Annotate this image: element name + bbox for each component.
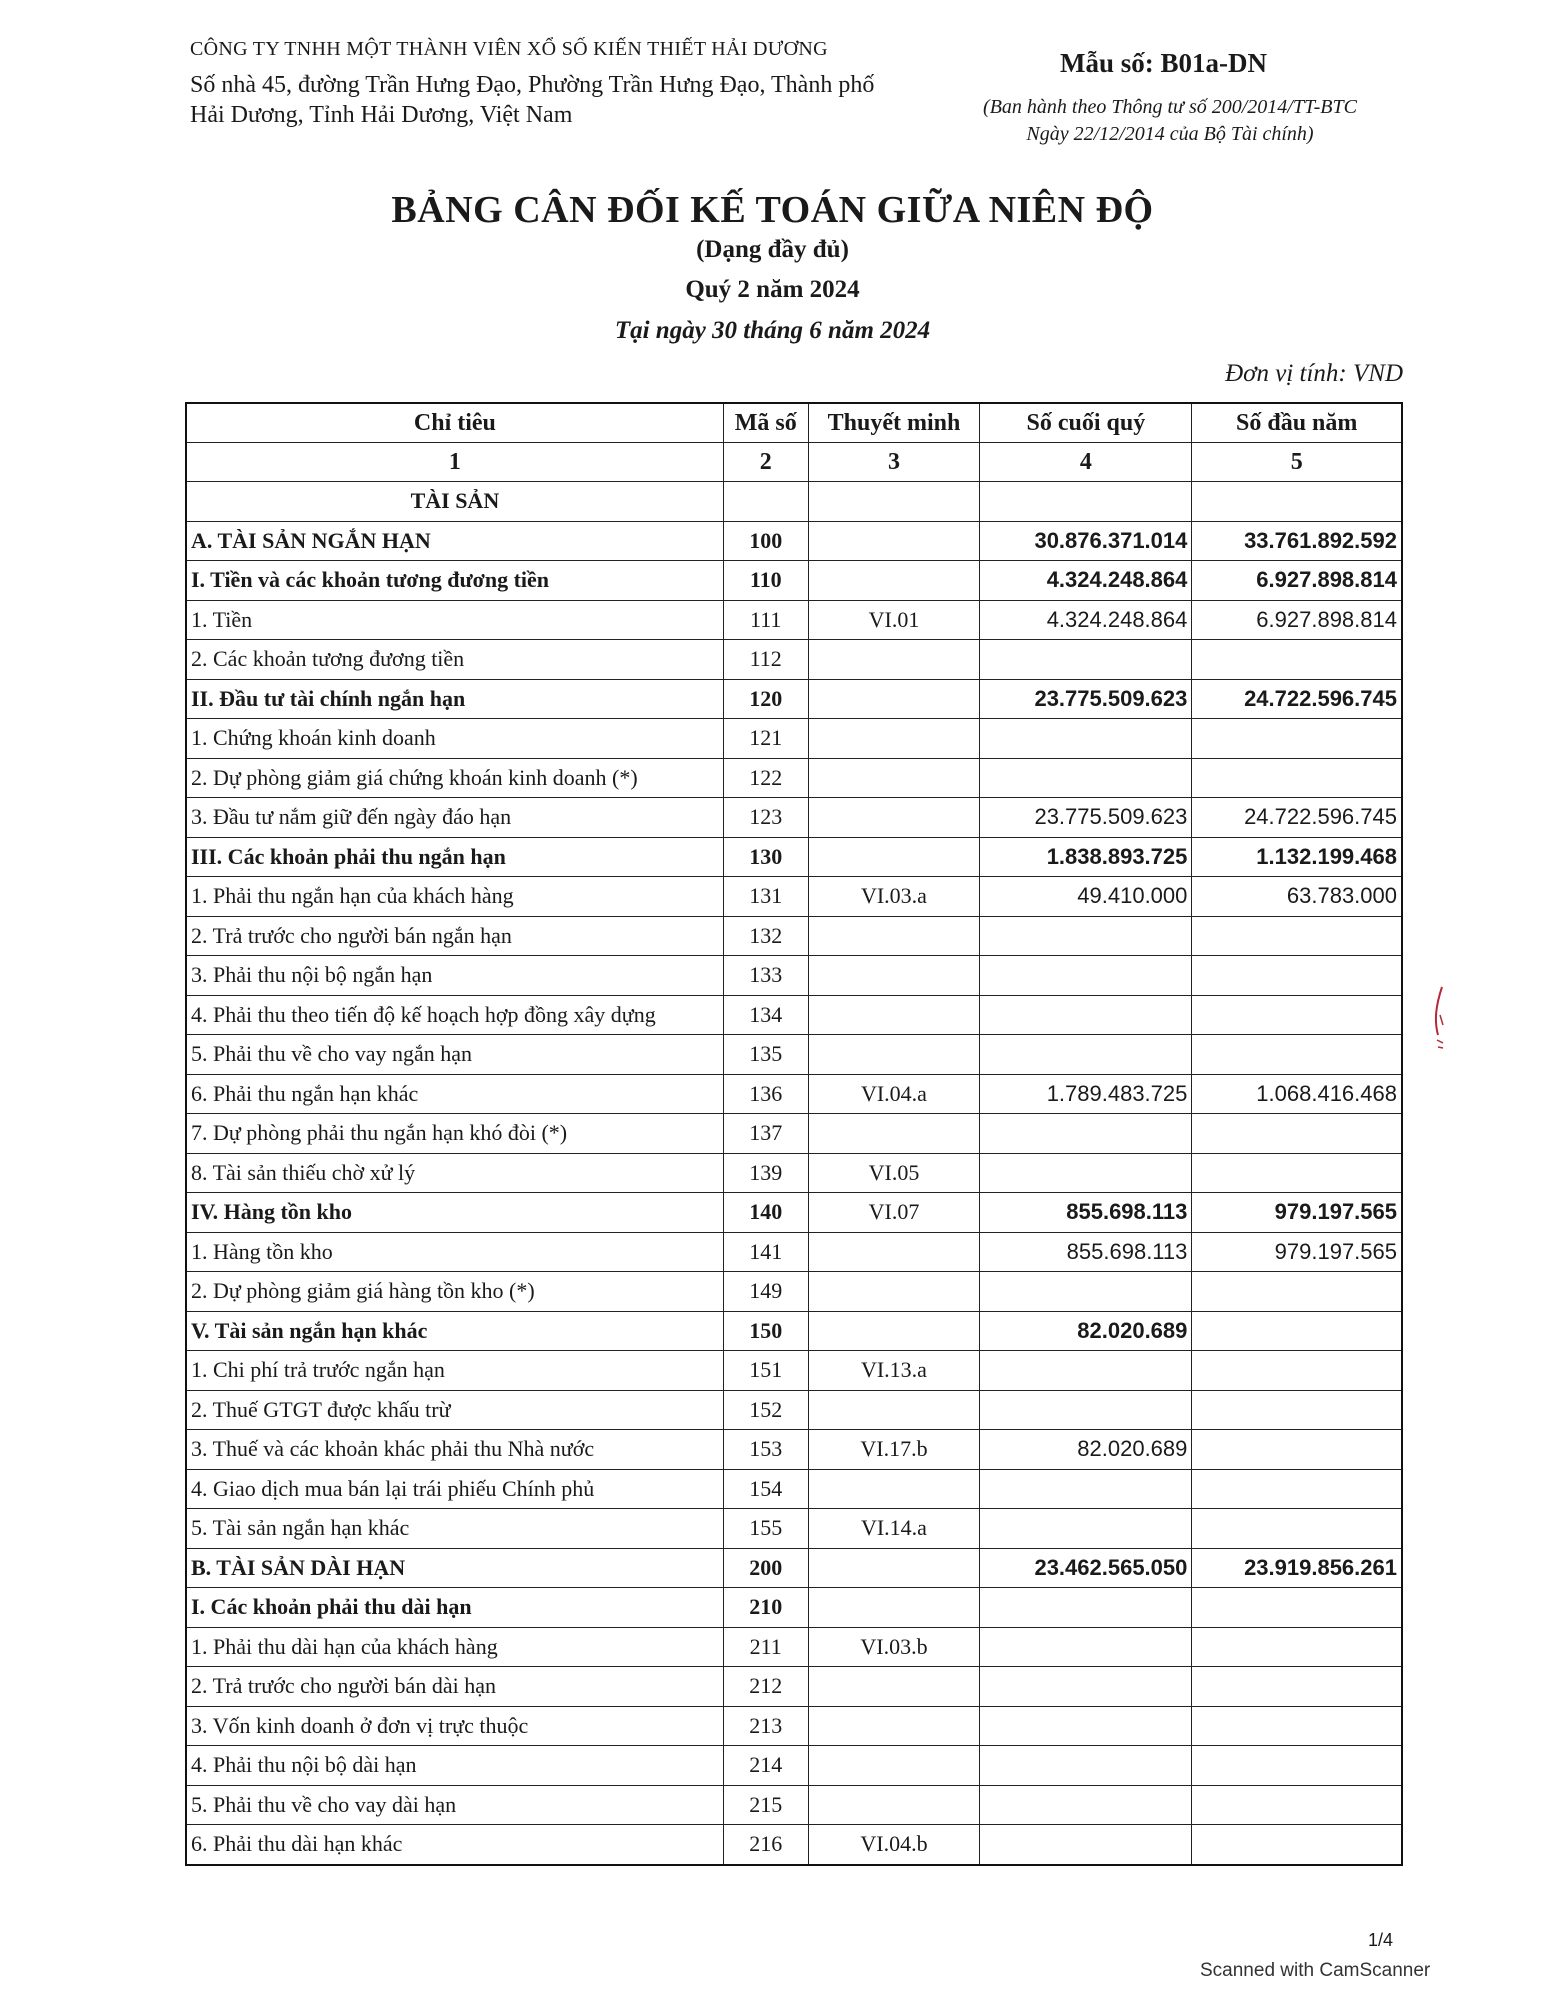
row-code: 155 [723, 1509, 808, 1549]
row-note [808, 1272, 980, 1312]
row-indicator: 6. Phải thu dài hạn khác [186, 1825, 723, 1865]
row-note: VI.03.a [808, 877, 980, 917]
row-start-of-year: 24.722.596.745 [1192, 798, 1402, 838]
row-end-of-quarter [980, 956, 1192, 996]
table-row [186, 1588, 1402, 1628]
table-row [186, 1351, 1402, 1391]
row-indicator: 1. Chi phí trả trước ngắn hạn [186, 1351, 723, 1391]
row-indicator: 2. Các khoản tương đương tiền [186, 640, 723, 680]
table-row [186, 1706, 1402, 1746]
row-note [808, 640, 980, 680]
table-row [186, 995, 1402, 1035]
row-end-of-quarter [980, 640, 1192, 680]
row-code: 152 [723, 1390, 808, 1430]
row-note [808, 1667, 980, 1707]
row-indicator: 5. Phải thu về cho vay ngắn hạn [186, 1035, 723, 1075]
row-indicator: 1. Phải thu dài hạn của khách hàng [186, 1627, 723, 1667]
row-end-of-quarter [980, 995, 1192, 1035]
row-end-of-quarter: 4.324.248.864 [980, 561, 1192, 601]
row-indicator: TÀI SẢN [186, 482, 723, 522]
row-indicator: 5. Phải thu về cho vay dài hạn [186, 1785, 723, 1825]
row-note: VI.04.b [808, 1825, 980, 1865]
row-note: VI.03.b [808, 1627, 980, 1667]
row-indicator: 2. Thuế GTGT được khấu trừ [186, 1390, 723, 1430]
table-row [186, 1509, 1402, 1549]
row-code: 137 [723, 1114, 808, 1154]
row-end-of-quarter [980, 1588, 1192, 1628]
row-end-of-quarter [980, 1706, 1192, 1746]
row-code: 150 [723, 1311, 808, 1351]
row-indicator: 6. Phải thu ngắn hạn khác [186, 1074, 723, 1114]
row-start-of-year [1192, 1706, 1402, 1746]
row-indicator: 2. Dự phòng giảm giá chứng khoán kinh doanh (*) [186, 758, 723, 798]
row-note: VI.07 [808, 1193, 980, 1233]
row-indicator: 1. Hàng tồn kho [186, 1232, 723, 1272]
table-row [186, 482, 1402, 522]
row-code: 151 [723, 1351, 808, 1391]
row-start-of-year: 979.197.565 [1192, 1232, 1402, 1272]
row-code: 140 [723, 1193, 808, 1233]
table-row [186, 1825, 1402, 1865]
row-note [808, 798, 980, 838]
row-start-of-year [1192, 1746, 1402, 1786]
row-note [808, 719, 980, 759]
row-indicator: 3. Đầu tư nắm giữ đến ngày đáo hạn [186, 798, 723, 838]
row-note [808, 1548, 980, 1588]
row-end-of-quarter [980, 758, 1192, 798]
row-indicator: 2. Trả trước cho người bán ngắn hạn [186, 916, 723, 956]
row-start-of-year [1192, 719, 1402, 759]
row-start-of-year: 1.068.416.468 [1192, 1074, 1402, 1114]
row-start-of-year [1192, 1588, 1402, 1628]
currency-unit: Đơn vị tính: VND [1225, 360, 1403, 387]
row-code: 132 [723, 916, 808, 956]
row-end-of-quarter [980, 1153, 1192, 1193]
row-end-of-quarter [980, 1272, 1192, 1312]
row-note [808, 916, 980, 956]
row-code: 211 [723, 1627, 808, 1667]
row-indicator: 1. Phải thu ngắn hạn của khách hàng [186, 877, 723, 917]
form-note [930, 94, 1410, 148]
row-indicator: 1. Tiền [186, 600, 723, 640]
table-row [186, 1232, 1402, 1272]
row-note [808, 1232, 980, 1272]
row-indicator: 7. Dự phòng phải thu ngắn hạn khó đòi (*) [186, 1114, 723, 1154]
row-indicator: V. Tài sản ngắn hạn khác [186, 1311, 723, 1351]
row-code: 215 [723, 1785, 808, 1825]
row-note [808, 837, 980, 877]
row-end-of-quarter: 23.462.565.050 [980, 1548, 1192, 1588]
row-start-of-year [1192, 1469, 1402, 1509]
row-indicator: 3. Thuế và các khoản khác phải thu Nhà nước [186, 1430, 723, 1470]
row-end-of-quarter: 855.698.113 [980, 1193, 1192, 1233]
row-code: 112 [723, 640, 808, 680]
row-end-of-quarter [980, 1114, 1192, 1154]
row-note [808, 1746, 980, 1786]
row-start-of-year [1192, 1035, 1402, 1075]
row-end-of-quarter: 23.775.509.623 [980, 798, 1192, 838]
table-row [186, 1035, 1402, 1075]
table-row [186, 1627, 1402, 1667]
row-end-of-quarter: 4.324.248.864 [980, 600, 1192, 640]
row-end-of-quarter: 82.020.689 [980, 1430, 1192, 1470]
company-address [190, 70, 950, 130]
row-start-of-year [1192, 1311, 1402, 1351]
row-end-of-quarter: 855.698.113 [980, 1232, 1192, 1272]
table-row [186, 1746, 1402, 1786]
row-code: 121 [723, 719, 808, 759]
table-row [186, 561, 1402, 601]
table-row [186, 1548, 1402, 1588]
row-note [808, 1469, 980, 1509]
address-line-1: Số nhà 45, đường Trần Hưng Đạo, Phường Trần Hưng Đạo, Thành phố [190, 72, 875, 98]
row-indicator: II. Đầu tư tài chính ngắn hạn [186, 679, 723, 719]
header-row [186, 403, 1402, 443]
row-note [808, 482, 980, 522]
row-indicator: 3. Phải thu nội bộ ngắn hạn [186, 956, 723, 996]
table-row [186, 521, 1402, 561]
company-name: CÔNG TY TNHH MỘT THÀNH VIÊN XỔ SỐ KIẾN THIẾT HẢI DƯƠNG [190, 38, 828, 60]
row-end-of-quarter: 30.876.371.014 [980, 521, 1192, 561]
row-end-of-quarter [980, 1746, 1192, 1786]
row-start-of-year [1192, 916, 1402, 956]
row-note [808, 1390, 980, 1430]
row-note: VI.01 [808, 600, 980, 640]
header-end-of-quarter: Số cuối quý [980, 403, 1192, 443]
table-row [186, 1193, 1402, 1233]
stamp-mark [1432, 985, 1444, 1051]
row-code: 111 [723, 600, 808, 640]
row-note: VI.04.a [808, 1074, 980, 1114]
row-code: 200 [723, 1548, 808, 1588]
row-start-of-year [1192, 956, 1402, 996]
row-note: VI.17.b [808, 1430, 980, 1470]
row-code: 213 [723, 1706, 808, 1746]
row-indicator: A. TÀI SẢN NGẮN HẠN [186, 521, 723, 561]
row-code: 136 [723, 1074, 808, 1114]
form-note-line-2: Ngày 22/12/2014 của Bộ Tài chính) [1026, 123, 1314, 145]
row-indicator: 5. Tài sản ngắn hạn khác [186, 1509, 723, 1549]
row-start-of-year [1192, 1785, 1402, 1825]
row-end-of-quarter [980, 1825, 1192, 1865]
document-title: BẢNG CÂN ĐỐI KẾ TOÁN GIỮA NIÊN ĐỘ [391, 189, 1154, 231]
row-code: 134 [723, 995, 808, 1035]
row-code: 149 [723, 1272, 808, 1312]
row-code: 122 [723, 758, 808, 798]
row-end-of-quarter [980, 1627, 1192, 1667]
row-note: VI.05 [808, 1153, 980, 1193]
row-note [808, 1588, 980, 1628]
row-note [808, 995, 980, 1035]
address-line-2: Hải Dương, Tỉnh Hải Dương, Việt Nam [190, 102, 573, 128]
row-code: 110 [723, 561, 808, 601]
table-row [186, 1469, 1402, 1509]
row-start-of-year [1192, 1272, 1402, 1312]
row-note [808, 679, 980, 719]
column-number: 1 [186, 443, 723, 482]
column-number: 3 [808, 443, 980, 482]
page-number: 1/4 [1368, 1930, 1394, 1950]
column-number-row [186, 443, 1402, 482]
row-end-of-quarter [980, 482, 1192, 522]
row-start-of-year [1192, 1153, 1402, 1193]
row-note: VI.13.a [808, 1351, 980, 1391]
column-number: 4 [980, 443, 1192, 482]
row-end-of-quarter: 23.775.509.623 [980, 679, 1192, 719]
row-start-of-year [1192, 1667, 1402, 1707]
table-row [186, 1153, 1402, 1193]
table-row [186, 877, 1402, 917]
row-note [808, 1035, 980, 1075]
row-start-of-year: 24.722.596.745 [1192, 679, 1402, 719]
row-note [808, 758, 980, 798]
row-indicator: III. Các khoản phải thu ngắn hạn [186, 837, 723, 877]
row-code: 212 [723, 1667, 808, 1707]
table-row [186, 837, 1402, 877]
row-indicator: 8. Tài sản thiếu chờ xử lý [186, 1153, 723, 1193]
table-row [186, 1667, 1402, 1707]
row-note [808, 1706, 980, 1746]
report-period: Quý 2 năm 2024 [685, 276, 860, 303]
report-date: Tại ngày 30 tháng 6 năm 2024 [614, 317, 931, 344]
table-row [186, 1785, 1402, 1825]
row-code: 141 [723, 1232, 808, 1272]
header-indicator: Chỉ tiêu [186, 403, 723, 443]
table-body [186, 482, 1402, 1865]
table-row [186, 1311, 1402, 1351]
table-row [186, 956, 1402, 996]
row-indicator: 2. Dự phòng giảm giá hàng tồn kho (*) [186, 1272, 723, 1312]
row-start-of-year [1192, 482, 1402, 522]
row-indicator: 4. Giao dịch mua bán lại trái phiếu Chính phủ [186, 1469, 723, 1509]
table-row [186, 1074, 1402, 1114]
row-end-of-quarter: 82.020.689 [980, 1311, 1192, 1351]
row-code: 216 [723, 1825, 808, 1865]
scanner-watermark: Scanned with CamScanner [1200, 1960, 1431, 1981]
row-note [808, 1785, 980, 1825]
row-indicator: B. TÀI SẢN DÀI HẠN [186, 1548, 723, 1588]
row-indicator: I. Các khoản phải thu dài hạn [186, 1588, 723, 1628]
column-number: 2 [723, 443, 808, 482]
row-start-of-year [1192, 1430, 1402, 1470]
table-row [186, 640, 1402, 680]
column-number: 5 [1192, 443, 1402, 482]
row-note [808, 561, 980, 601]
row-indicator: 4. Phải thu nội bộ dài hạn [186, 1746, 723, 1786]
row-start-of-year [1192, 1351, 1402, 1391]
row-start-of-year [1192, 1509, 1402, 1549]
row-start-of-year: 6.927.898.814 [1192, 561, 1402, 601]
row-end-of-quarter [980, 1667, 1192, 1707]
row-start-of-year [1192, 758, 1402, 798]
row-start-of-year: 23.919.856.261 [1192, 1548, 1402, 1588]
row-start-of-year [1192, 1114, 1402, 1154]
row-code [723, 482, 808, 522]
row-note [808, 521, 980, 561]
row-end-of-quarter: 49.410.000 [980, 877, 1192, 917]
row-end-of-quarter [980, 1351, 1192, 1391]
header-note: Thuyết minh [808, 403, 980, 443]
table-row [186, 1114, 1402, 1154]
row-end-of-quarter [980, 1390, 1192, 1430]
table-row [186, 916, 1402, 956]
row-indicator: 3. Vốn kinh doanh ở đơn vị trực thuộc [186, 1706, 723, 1746]
row-end-of-quarter [980, 1035, 1192, 1075]
row-end-of-quarter [980, 1469, 1192, 1509]
row-end-of-quarter [980, 1785, 1192, 1825]
table-row [186, 679, 1402, 719]
row-end-of-quarter: 1.789.483.725 [980, 1074, 1192, 1114]
row-code: 120 [723, 679, 808, 719]
table-row [186, 600, 1402, 640]
row-start-of-year: 1.132.199.468 [1192, 837, 1402, 877]
form-number: Mẫu số: B01a-DN [1060, 48, 1267, 78]
row-start-of-year [1192, 1627, 1402, 1667]
row-indicator: 1. Chứng khoán kinh doanh [186, 719, 723, 759]
row-end-of-quarter [980, 719, 1192, 759]
row-start-of-year [1192, 995, 1402, 1035]
row-end-of-quarter: 1.838.893.725 [980, 837, 1192, 877]
header-start-of-year: Số đầu năm [1192, 403, 1402, 443]
row-end-of-quarter [980, 1509, 1192, 1549]
row-note [808, 956, 980, 996]
row-code: 135 [723, 1035, 808, 1075]
header-code: Mã số [723, 403, 808, 443]
row-start-of-year: 6.927.898.814 [1192, 600, 1402, 640]
row-indicator: I. Tiền và các khoản tương đương tiền [186, 561, 723, 601]
row-code: 214 [723, 1746, 808, 1786]
row-start-of-year: 63.783.000 [1192, 877, 1402, 917]
row-start-of-year: 979.197.565 [1192, 1193, 1402, 1233]
row-end-of-quarter [980, 916, 1192, 956]
row-code: 210 [723, 1588, 808, 1628]
row-code: 123 [723, 798, 808, 838]
table-row [186, 758, 1402, 798]
table-row [186, 1272, 1402, 1312]
row-code: 154 [723, 1469, 808, 1509]
table-row [186, 1430, 1402, 1470]
row-code: 131 [723, 877, 808, 917]
table-row [186, 1390, 1402, 1430]
row-note [808, 1114, 980, 1154]
table-row [186, 719, 1402, 759]
document-subtitle: (Dạng đầy đủ) [696, 236, 849, 263]
row-start-of-year [1192, 1390, 1402, 1430]
row-code: 130 [723, 837, 808, 877]
row-code: 139 [723, 1153, 808, 1193]
row-code: 100 [723, 521, 808, 561]
row-indicator: 2. Trả trước cho người bán dài hạn [186, 1667, 723, 1707]
row-indicator: 4. Phải thu theo tiến độ kế hoạch hợp đồng xây dựng [186, 995, 723, 1035]
row-indicator: IV. Hàng tồn kho [186, 1193, 723, 1233]
row-code: 133 [723, 956, 808, 996]
row-start-of-year: 33.761.892.592 [1192, 521, 1402, 561]
table-row [186, 798, 1402, 838]
row-code: 153 [723, 1430, 808, 1470]
row-start-of-year [1192, 640, 1402, 680]
form-note-line-1: (Ban hành theo Thông tư số 200/2014/TT-BTC [983, 96, 1357, 118]
row-start-of-year [1192, 1825, 1402, 1865]
row-note [808, 1311, 980, 1351]
row-note: VI.14.a [808, 1509, 980, 1549]
balance-sheet-table [185, 402, 1403, 1866]
